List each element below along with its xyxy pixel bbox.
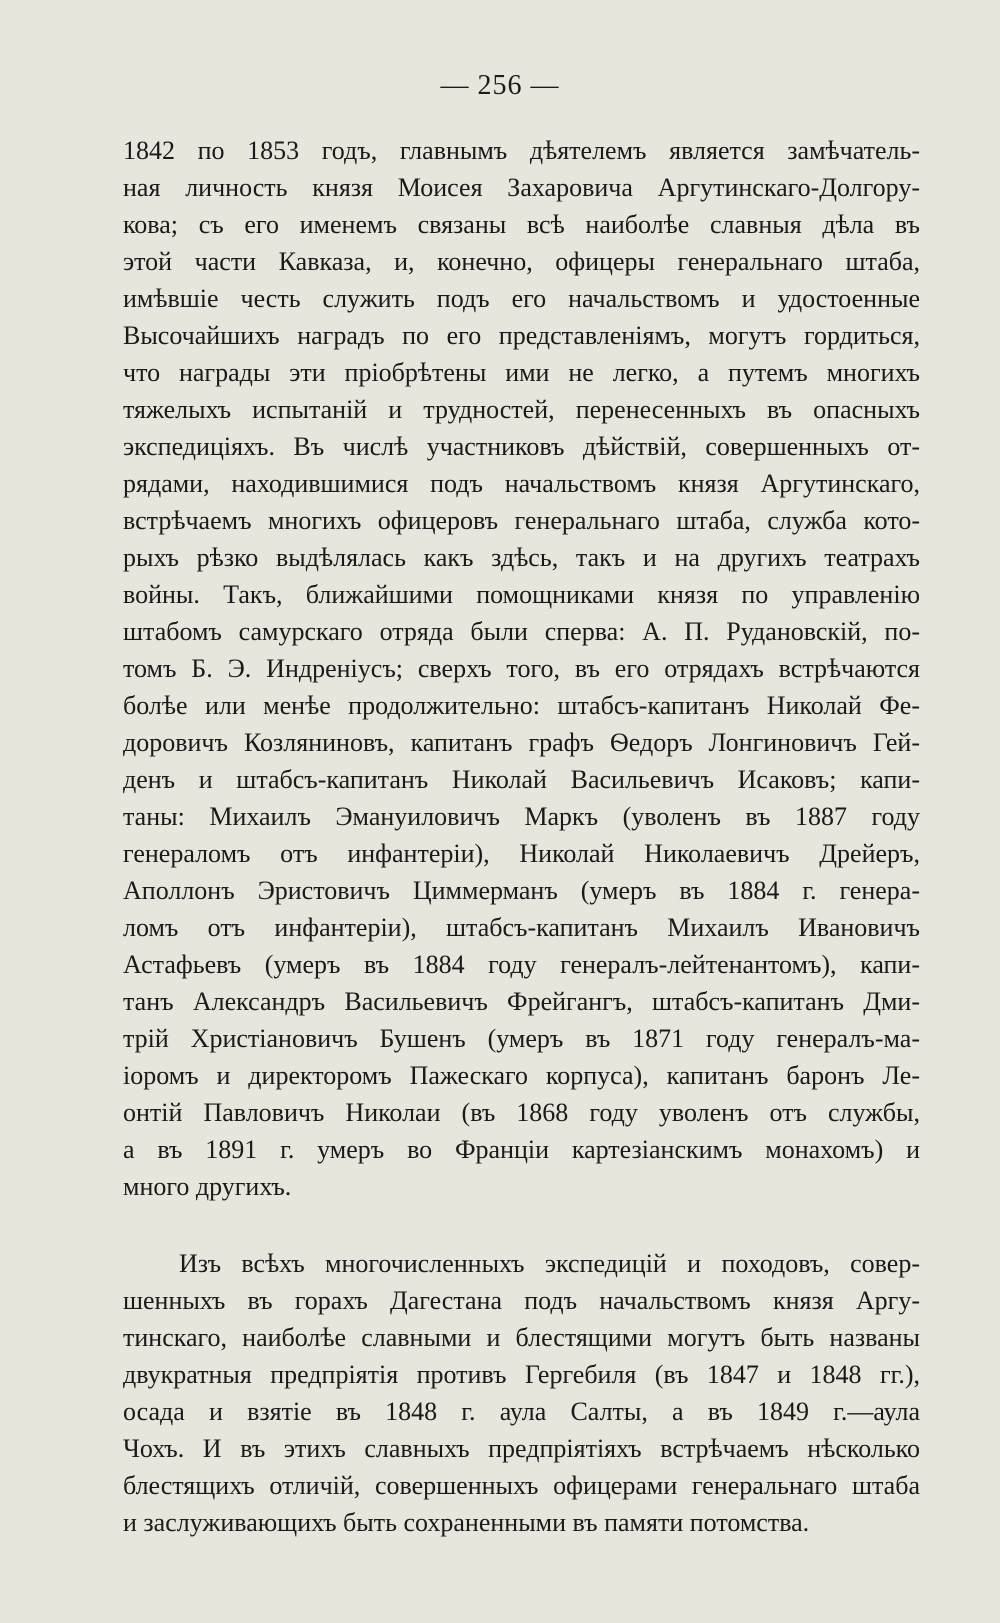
text-line: имѣвшіе честь служить подъ его начальствомъ и удостоенные	[123, 284, 920, 313]
text-line: экспедиціяхъ. Въ числѣ участниковъ дѣйствій, совершенныхъ от-	[123, 432, 920, 461]
text-line: болѣе или менѣе продолжительно: штабсъ-капитанъ Николай Фе-	[123, 691, 920, 720]
text-line: штабомъ самурскаго отряда были сперва: А. П. Рудановскій, по-	[123, 617, 920, 646]
text-line: встрѣчаемъ многихъ офицеровъ генеральнаго штаба, служба кото-	[123, 506, 920, 535]
text-line: Чохъ. И въ этихъ славныхъ предпріятіяхъ встрѣчаемъ нѣсколько	[123, 1434, 920, 1463]
text-line: Высочайшихъ наградъ по его представленіямъ, могутъ гордиться,	[123, 321, 920, 350]
text-line: доровичъ Козляниновъ, капитанъ графъ Ѳедоръ Лонгиновичъ Гей-	[123, 728, 920, 757]
text-line: 1842 по 1853 годъ, главнымъ дѣятелемъ является замѣчатель-	[123, 136, 920, 165]
paragraph-1	[123, 132, 920, 1205]
text-line: тинскаго, наиболѣе славными и блестящими могутъ быть названы	[123, 1323, 920, 1352]
text-line: этой части Кавказа, и, конечно, офицеры генеральнаго штаба,	[123, 247, 920, 276]
text-line: іоромъ и директоромъ Пажескаго корпуса), капитанъ баронъ Ле-	[123, 1061, 920, 1090]
text-line: что награды эти пріобрѣтены ими не легко, а путемъ многихъ	[123, 358, 920, 387]
text-line: кова; съ его именемъ связаны всѣ наиболѣе славныя дѣла въ	[123, 210, 920, 239]
text-line: томъ Б. Э. Индреніусъ; сверхъ того, въ его отрядахъ встрѣчаются	[123, 654, 920, 683]
text-line: рядами, находившимися подъ начальствомъ князя Аргутинскаго,	[123, 469, 920, 498]
text-line: блестящихъ отличій, совершенныхъ офицерами генеральнаго штаба	[123, 1471, 920, 1500]
text-line: тяжелыхъ испытаній и трудностей, перенесенныхъ въ опасныхъ	[123, 395, 920, 424]
text-line: рыхъ рѣзко выдѣлялась какъ здѣсь, такъ и на другихъ театрахъ	[123, 543, 920, 572]
text-line: двукратныя предпріятія противъ Гергебиля (въ 1847 и 1848 гг.),	[123, 1360, 920, 1389]
text-line: таны: Михаилъ Эмануиловичъ Маркъ (уволенъ въ 1887 году	[123, 802, 920, 831]
text-line: шенныхъ въ горахъ Дагестана подъ начальствомъ князя Аргу-	[123, 1286, 920, 1315]
text-line: осада и взятіе въ 1848 г. аула Салты, а въ 1849 г.—аула	[123, 1397, 920, 1426]
text-line: и заслуживающихъ быть сохраненными въ памяти потомства.	[123, 1508, 810, 1537]
text-line: Аполлонъ Эристовичъ Циммерманъ (умеръ въ 1884 г. генера-	[123, 876, 920, 905]
text-line: Изъ всѣхъ многочисленныхъ экспедицій и походовъ, совер-	[179, 1249, 920, 1278]
text-line: трій Христіановичъ Бушенъ (умеръ въ 1871 году генералъ-ма-	[123, 1024, 920, 1053]
text-line: ломъ отъ инфантеріи), штабсъ-капитанъ Михаилъ Ивановичъ	[123, 913, 920, 942]
text-line: Астафьевъ (умеръ въ 1884 году генералъ-лейтенантомъ), капи-	[123, 950, 920, 979]
paragraph-2	[123, 1245, 920, 1541]
text-line: денъ и штабсъ-капитанъ Николай Васильевичъ Исаковъ; капи-	[123, 765, 920, 794]
text-line: войны. Такъ, ближайшими помощниками князя по управленію	[123, 580, 920, 609]
text-line: а въ 1891 г. умеръ во Франціи картезіанскимъ монахомъ) и	[123, 1135, 920, 1164]
text-line: много другихъ.	[123, 1172, 292, 1201]
text-line: онтій Павловичъ Николаи (въ 1868 году уволенъ отъ службы,	[123, 1098, 920, 1127]
text-line: ная личность князя Моисея Захаровича Аргутинскаго-Долгору-	[123, 173, 920, 202]
page-number: — 256 —	[440, 70, 560, 101]
text-line: танъ Александръ Васильевичъ Фрейгангъ, штабсъ-капитанъ Дми-	[123, 987, 920, 1016]
text-line: генераломъ отъ инфантеріи), Николай Николаевичъ Дрейеръ,	[123, 839, 920, 868]
